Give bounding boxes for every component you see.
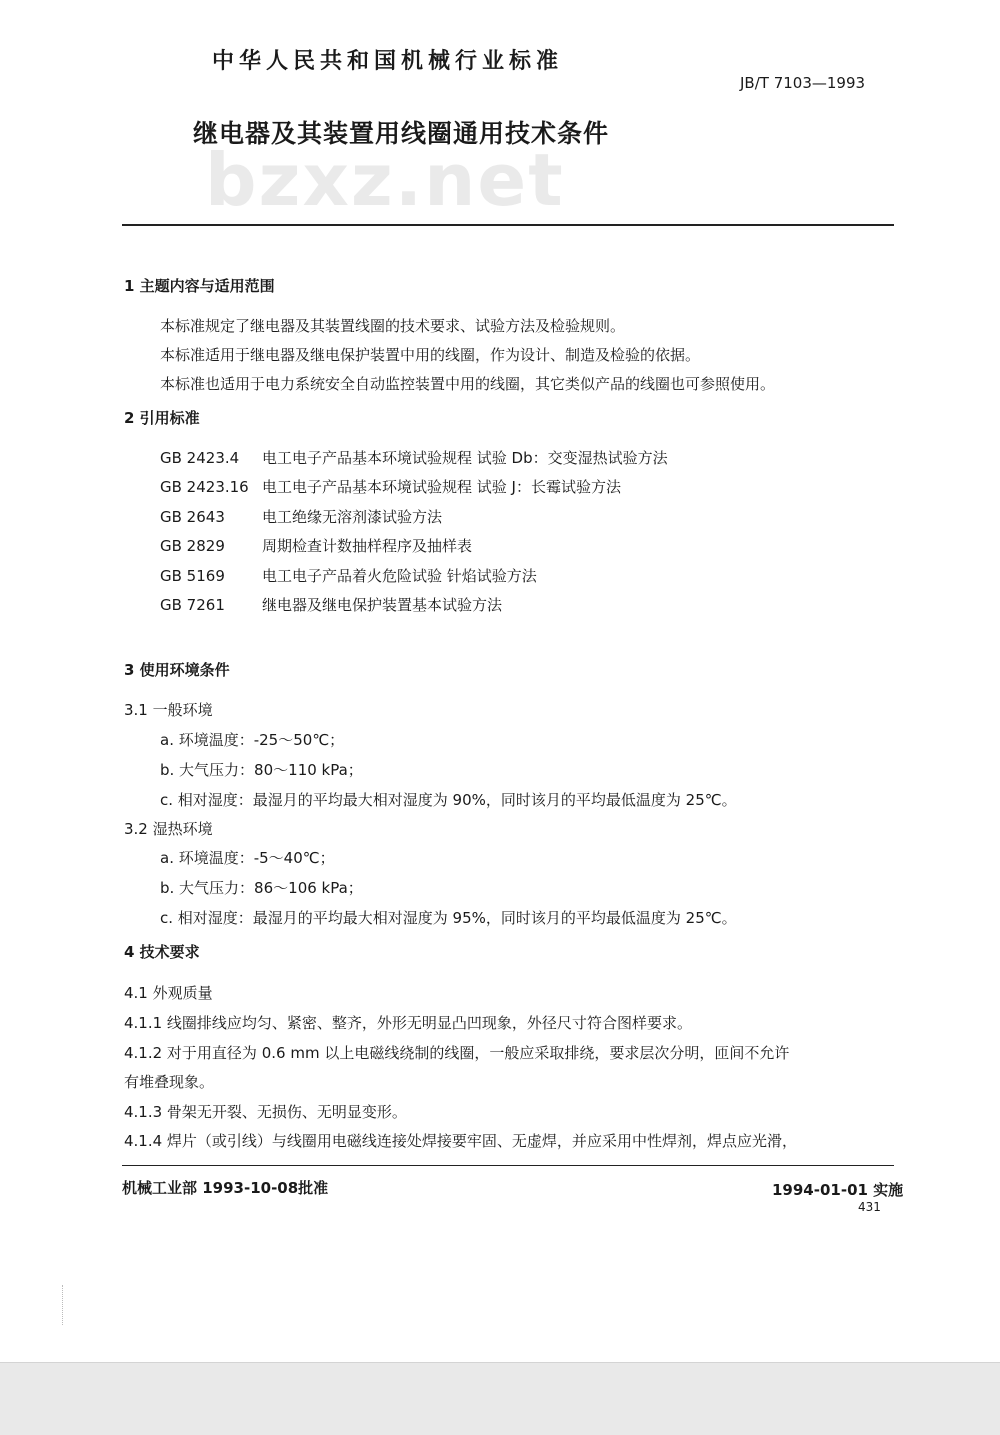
document-title: 继电器及其装置用线圈通用技术条件 — [193, 119, 610, 148]
reference-code: GB 7261 — [160, 596, 225, 614]
clause-4-1-3: 4.1.3 骨架无开裂、无损伤、无明显变形。 — [124, 1103, 407, 1121]
section-2-heading: 2 引用标准 — [124, 409, 200, 427]
subsection-3-1-heading: 3.1 一般环境 — [124, 701, 213, 719]
clause-4-1-2: 4.1.2 对于用直径为 0.6 mm 以上电磁线绕制的线圈，一般应采取排绕，要求层次分明，匝间不允许 — [124, 1044, 790, 1062]
reference-title: 电工电子产品着火危险试验 针焰试验方法 — [262, 567, 537, 585]
implementation-date: 1994-01-01 实施 — [772, 1181, 904, 1199]
section-1-paragraph: 本标准适用于继电器及继电保护装置中用的线圈，作为设计、制造及检验的依据。 — [160, 346, 701, 364]
reference-title: 电工电子产品基本环境试验规程 试验 J：长霉试验方法 — [262, 478, 621, 496]
section-3-heading: 3 使用环境条件 — [124, 661, 230, 679]
reference-title: 电工绝缘无溶剂漆试验方法 — [262, 508, 443, 526]
section-4-heading: 4 技术要求 — [124, 943, 200, 961]
list-item: c. 相对湿度：最湿月的平均最大相对湿度为 90%，同时该月的平均最低温度为 25℃。 — [160, 791, 737, 809]
scan-artifact — [62, 1285, 64, 1325]
approval-line: 机械工业部 1993-10-08批准 — [122, 1179, 329, 1197]
watermark-text: bzxz.net — [205, 138, 565, 222]
list-item: b. 大气压力：86～106 kPa； — [160, 879, 363, 897]
list-item: a. 环境温度：-5～40℃； — [160, 849, 335, 867]
section-1-paragraph: 本标准也适用于电力系统安全自动监控装置中用的线圈，其它类似产品的线圈也可参照使用。 — [160, 375, 776, 393]
header-rule — [122, 224, 894, 226]
page-number: 431 — [858, 1200, 881, 1214]
reference-code: GB 2643 — [160, 508, 225, 526]
section-1-heading: 1 主题内容与适用范围 — [124, 277, 275, 295]
reference-code: GB 2423.16 — [160, 478, 249, 496]
subsection-3-2-heading: 3.2 湿热环境 — [124, 820, 213, 838]
viewer-bottom-band — [0, 1362, 1000, 1435]
list-item: a. 环境温度：-25～50℃； — [160, 731, 345, 749]
reference-title: 电工电子产品基本环境试验规程 试验 Db：交变湿热试验方法 — [262, 449, 668, 467]
list-item: b. 大气压力：80～110 kPa； — [160, 761, 363, 779]
org-title: 中华人民共和国机械行业标准 — [212, 49, 564, 74]
reference-title: 周期检查计数抽样程序及抽样表 — [262, 537, 473, 555]
clause-4-1-1: 4.1.1 线圈排线应均匀、紧密、整齐，外形无明显凸凹现象，外径尺寸符合图样要求。 — [124, 1014, 692, 1032]
footer-rule — [122, 1165, 894, 1166]
reference-code: GB 2423.4 — [160, 449, 240, 467]
section-1-paragraph: 本标准规定了继电器及其装置线圈的技术要求、试验方法及检验规则。 — [160, 317, 626, 335]
clause-4-1-2-continued: 有堆叠现象。 — [124, 1073, 215, 1091]
list-item: c. 相对湿度：最湿月的平均最大相对湿度为 95%，同时该月的平均最低温度为 25℃。 — [160, 909, 737, 927]
clause-4-1-4: 4.1.4 焊片（或引线）与线圈用电磁线连接处焊接要牢固、无虚焊，并应采用中性焊剂，焊点应光滑， — [124, 1132, 797, 1150]
reference-code: GB 5169 — [160, 567, 225, 585]
reference-code: GB 2829 — [160, 537, 225, 555]
subsection-4-1-heading: 4.1 外观质量 — [124, 984, 213, 1002]
standard-number: JB/T 7103—1993 — [740, 74, 866, 92]
reference-title: 继电器及继电保护装置基本试验方法 — [262, 596, 503, 614]
